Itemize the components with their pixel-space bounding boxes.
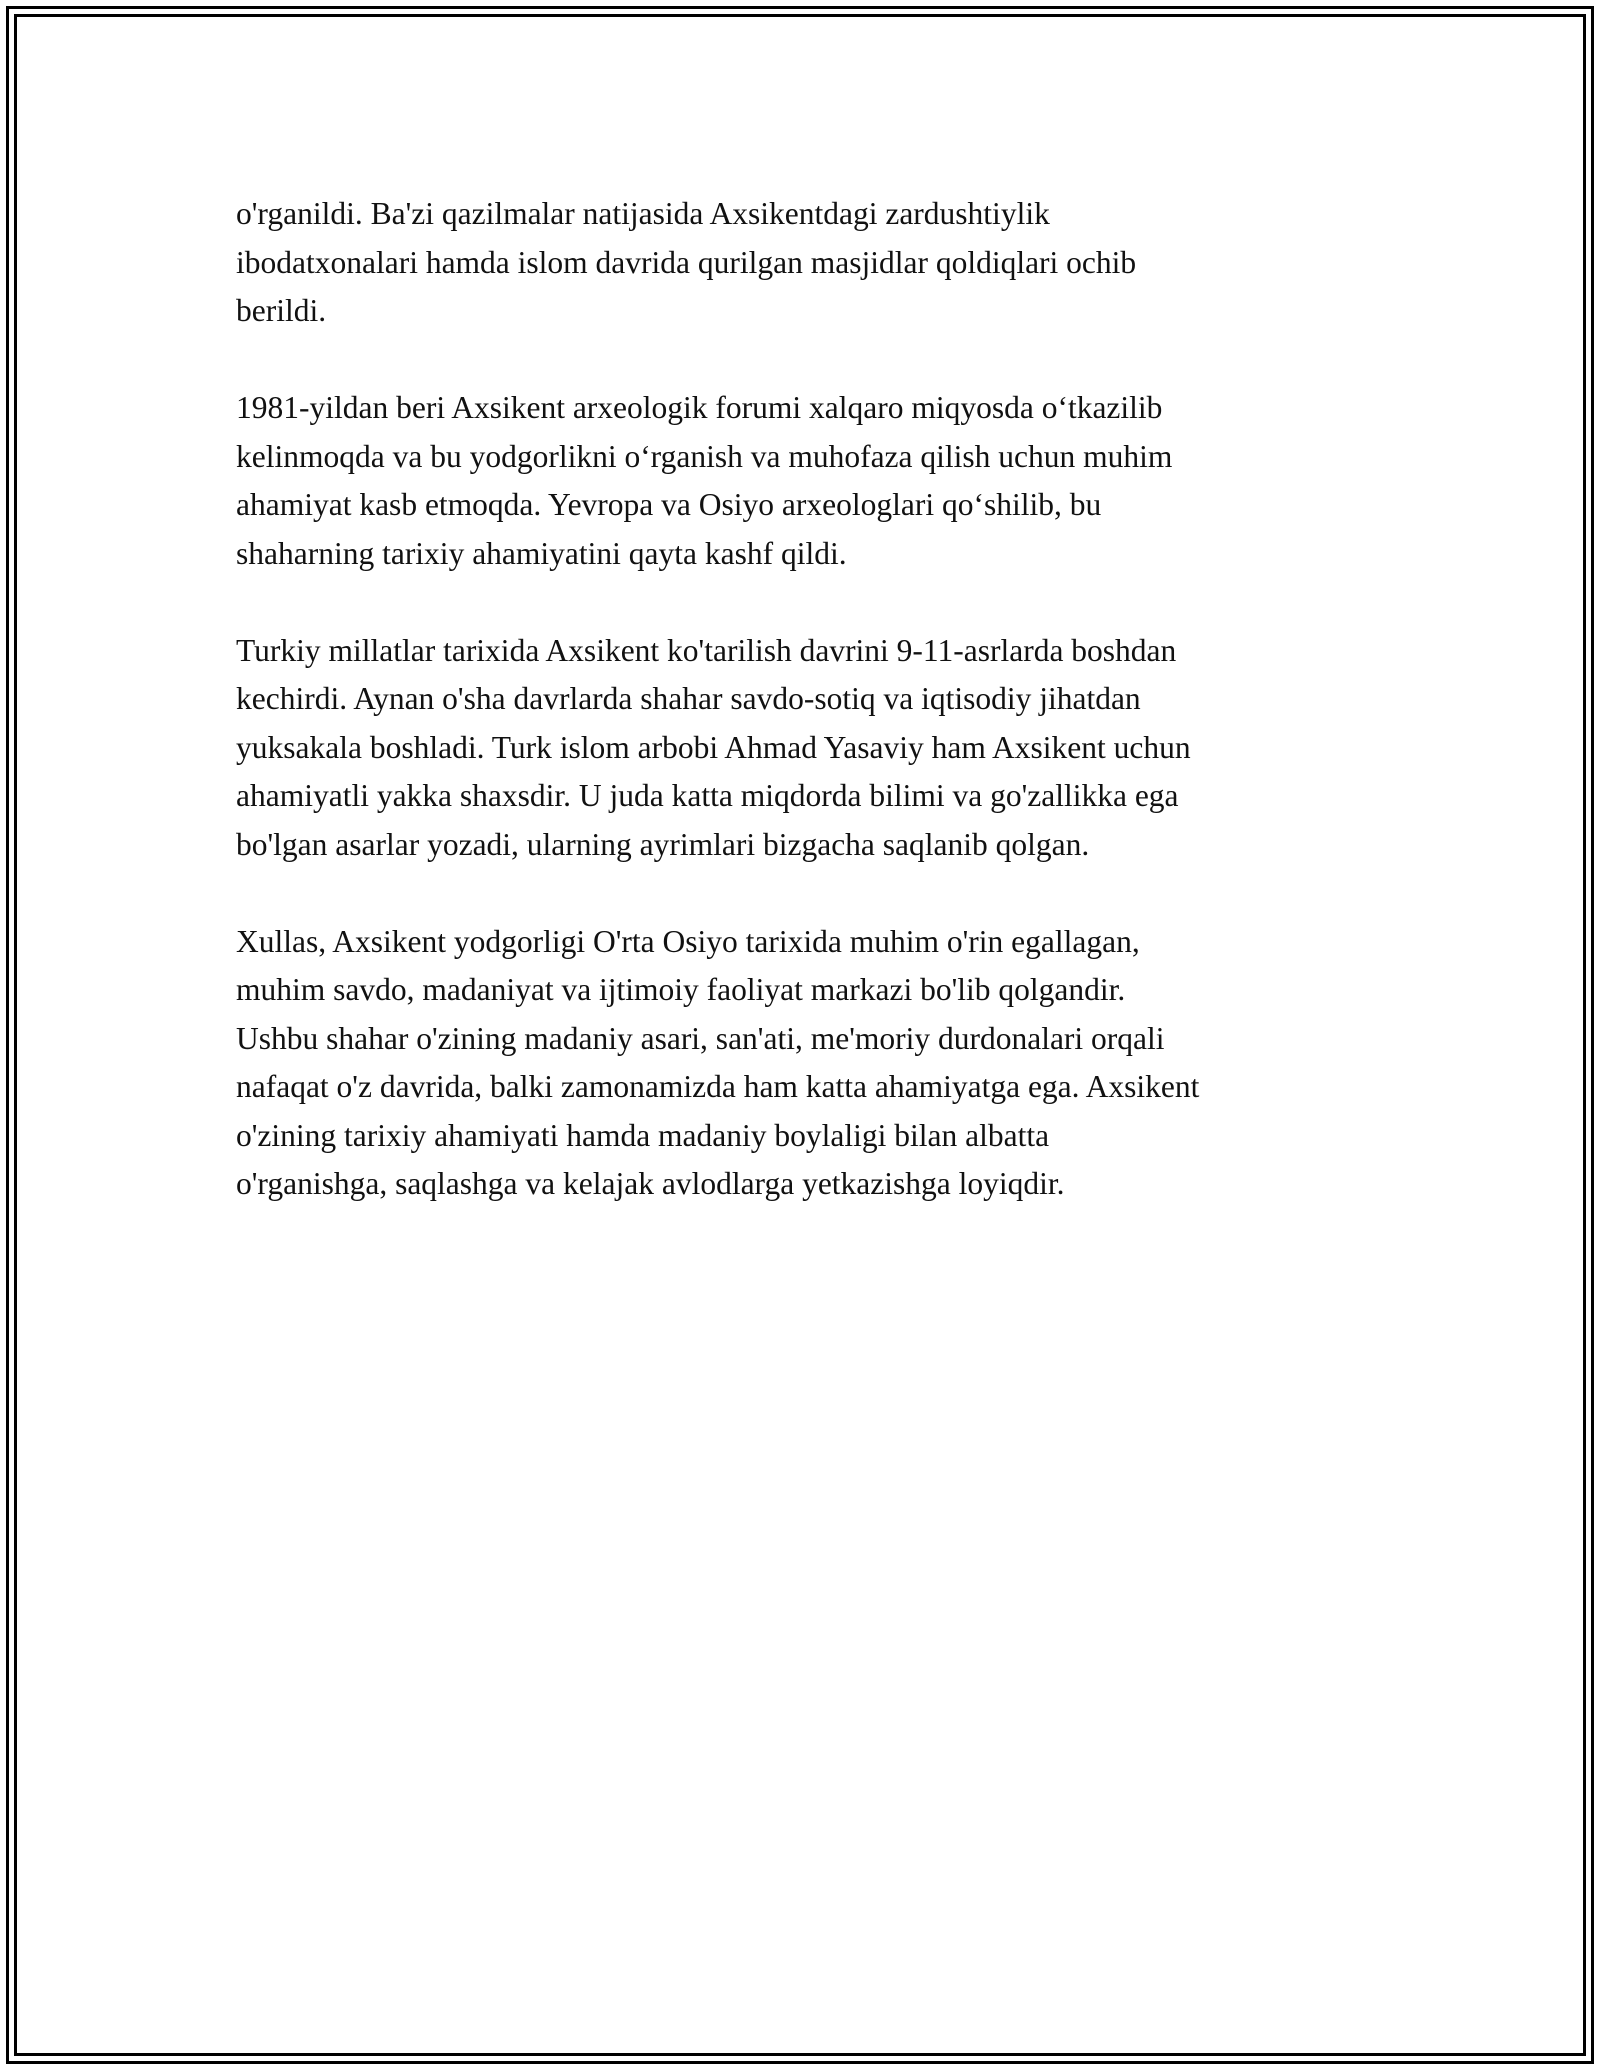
text-line: bo'lgan asarlar yozadi, ularning ayrimlari bizgacha saqlanib qolgan. [236,826,1090,862]
text-line: Xullas, Axsikent yodgorligi O'rta Osiyo tarixida muhim o'rin egallagan, [236,923,1140,959]
text-line: yuksakala boshladi. Turk islom arbobi Ahmad Yasaviy ham Axsikent uchun [236,729,1191,765]
text-line: ahamiyat kasb etmoqda. Yevropa va Osiyo arxeologlari qo‘shilib, bu [236,487,1102,522]
paragraph-excavation-findings [236,190,1386,336]
text-line: Turkiy millatlar tarixida Axsikent ko'tarilish davrini 9-11-asrlarda boshdan [236,632,1177,668]
text-line: muhim savdo, madaniyat va ijtimoiy faoliyat markazi bo'lib qolgandir. [236,972,1126,1007]
text-line: berildi. [236,293,327,328]
text-line: shaharning tarixiy ahamiyatini qayta kashf qildi. [236,535,847,571]
text-line: 1981-yildan beri Axsikent arxeologik forumi xalqaro miqyosda o‘tkazilib [236,390,1163,425]
text-line: o'zining tarixiy ahamiyati hamda madaniy boylaligi bilan albatta [236,1117,1050,1153]
text-line: kechirdi. Aynan o'sha davrlarda shahar savdo-sotiq va iqtisodiy jihatdan [236,681,1141,716]
text-line: o'rganildi. Ba'zi qazilmalar natijasida Axsikentdagi zardushtiylik [236,196,1050,231]
paragraph-archaeology-forum [236,384,1386,578]
text-line: o'rganishga, saqlashga va kelajak avlodlarga yetkazishga loyiqdir. [236,1166,1065,1201]
paragraph-turkic-history [236,627,1386,870]
text-line: Ushbu shahar o'zining madaniy asari, san'ati, me'moriy durdonalari orqali [236,1020,1165,1056]
text-line: kelinmoqda va bu yodgorlikni o‘rganish va muhofaza qilish uchun muhim [236,438,1173,474]
text-line: ahamiyatli yakka shaxsdir. U juda katta miqdorda bilimi va go'zallikka ega [236,778,1179,813]
paragraph-conclusion [236,918,1386,1209]
text-line: nafaqat o'z davrida, balki zamonamizda ham katta ahamiyatga ega. Axsikent [236,1069,1200,1104]
document-body [236,190,1386,1257]
text-line: ibodatxonalari hamda islom davrida qurilgan masjidlar qoldiqlari ochib [236,244,1137,280]
